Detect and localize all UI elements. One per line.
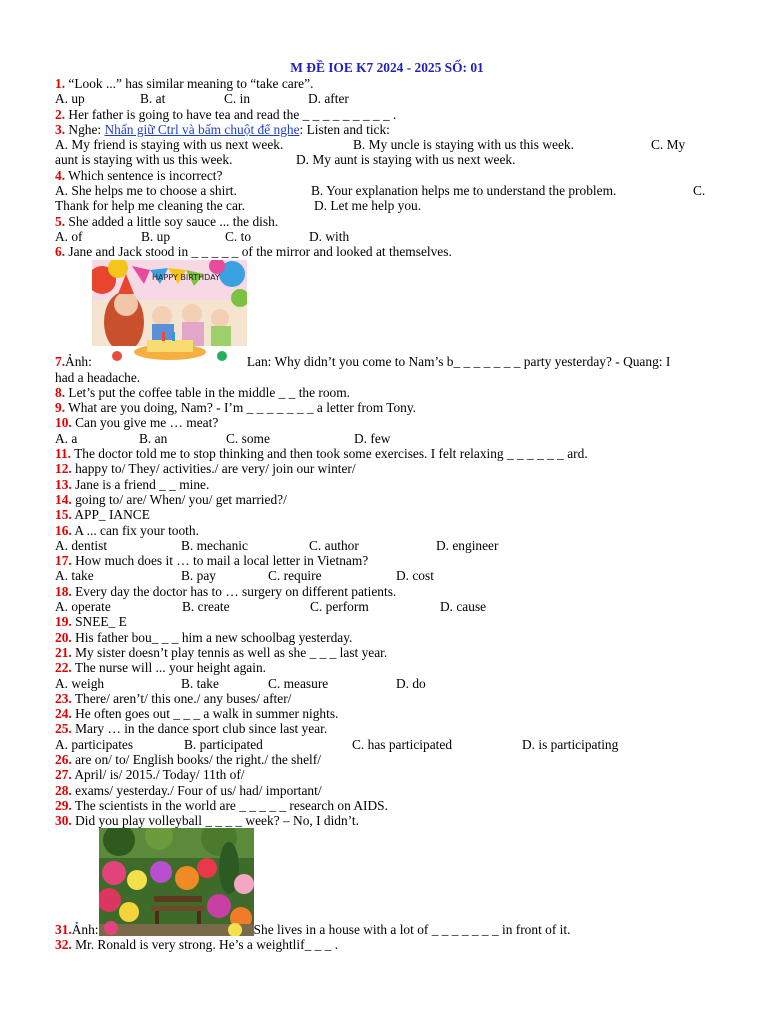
option-b: B. at <box>140 91 166 107</box>
question-text: The doctor told me to stop thinking and then took some exercises. I felt relaxing _ _ _ _ _ _ ard. <box>71 446 588 462</box>
question-number: 10. <box>55 415 72 431</box>
question-2 <box>55 107 715 122</box>
worksheet <box>55 60 715 953</box>
question-number: 11. <box>55 446 71 462</box>
question-text: exams/ yesterday./ Four of us/ had/ important/ <box>71 782 322 798</box>
flower-garden-image <box>99 828 254 936</box>
options-3b <box>55 152 715 167</box>
birthday-party-image <box>92 260 247 369</box>
option-c: C. <box>693 183 706 199</box>
option-d: D. after <box>308 91 349 107</box>
option-c: C. some <box>226 430 270 446</box>
option-a: A. of <box>55 228 83 244</box>
question-21 <box>55 645 715 660</box>
option-a: A. She helps me to choose a shirt. <box>55 183 237 199</box>
options-16 <box>55 538 715 553</box>
option-c: C. require <box>268 568 322 584</box>
options-10 <box>55 431 715 446</box>
question-number: 23. <box>55 690 72 706</box>
option-b: B. mechanic <box>181 537 248 553</box>
question-number: 12. <box>55 461 72 477</box>
question-text: There/ aren’t/ this one./ any buses/ after/ <box>71 690 292 706</box>
question-text: Every day the doctor has to … surgery on different patients. <box>71 583 397 599</box>
question-text: : Listen and tick: <box>299 121 390 137</box>
question-text: A ... can fix your tooth. <box>71 522 199 538</box>
question-number: 1. <box>55 76 66 91</box>
question-text: Lan: Why didn’t you come to Nam’s b_ _ _ _ _ _ _ party yesterday? - Quang: I <box>246 354 671 370</box>
listen-link[interactable]: Nhấn giữ Ctrl và bấm chuột để nghe <box>104 121 300 137</box>
option-a: A. take <box>55 568 94 584</box>
option-b: B. pay <box>181 568 216 584</box>
question-12 <box>55 461 715 476</box>
option-a: A. participates <box>55 736 134 752</box>
banner-text: HAPPY BIRTHDAY <box>151 272 220 282</box>
question-3 <box>55 122 715 137</box>
question-number: 9. <box>55 400 66 416</box>
question-prefix: Ảnh: <box>65 354 92 370</box>
question-10 <box>55 415 715 430</box>
question-32 <box>55 937 715 952</box>
question-text: My sister doesn’t play tennis as well as she _ _ _ last year. <box>71 644 388 660</box>
question-text: Which sentence is incorrect? <box>65 167 223 183</box>
question-14 <box>55 492 715 507</box>
option-a: A. up <box>55 91 85 107</box>
options-4b <box>55 198 715 213</box>
option-d: D. with <box>309 228 350 244</box>
question-text: Jane is a friend _ _ mine. <box>71 476 210 492</box>
option-d: D. engineer <box>436 537 499 553</box>
options-18 <box>55 599 715 614</box>
question-11 <box>55 446 715 461</box>
question-text: APP_ IANCE <box>71 507 150 523</box>
question-text: Can you give me … meat? <box>71 415 219 431</box>
option-d: D. Let me help you. <box>314 198 422 214</box>
option-d: D. do <box>396 675 426 691</box>
options-5 <box>55 229 715 244</box>
question-number: 8. <box>55 384 66 400</box>
question-4 <box>55 168 715 183</box>
option-d: D. My aunt is staying with us next week. <box>296 152 516 168</box>
question-text: She lives in a house with a lot of _ _ _ _ _ _ _ in front of it. <box>253 922 571 938</box>
question-number: 6. <box>55 244 66 260</box>
option-c: C. in <box>224 91 251 107</box>
option-c: C. measure <box>268 675 329 691</box>
option-c: C. My <box>651 137 686 153</box>
option-a: A. My friend is staying with us next week. <box>55 137 284 153</box>
options-22 <box>55 676 715 691</box>
question-30 <box>55 813 715 828</box>
question-text: The nurse will ... your height again. <box>71 660 266 676</box>
option-a: A. weigh <box>55 675 105 691</box>
question-16 <box>55 523 715 538</box>
question-text: SNEE_ E <box>71 614 127 630</box>
question-17 <box>55 553 715 568</box>
option-d: D. cause <box>440 599 487 615</box>
question-18 <box>55 584 715 599</box>
question-number: 32. <box>55 937 72 953</box>
options-4 <box>55 183 715 198</box>
options-25 <box>55 737 715 752</box>
question-number: 7. <box>55 354 66 370</box>
option-c: C. author <box>309 537 359 553</box>
option-d: D. few <box>354 430 391 446</box>
question-number: 21. <box>55 644 72 660</box>
question-8 <box>55 385 715 400</box>
question-text: are on/ to/ English books/ the right./ the shelf/ <box>71 751 321 767</box>
question-number: 5. <box>55 213 66 229</box>
question-26 <box>55 752 715 767</box>
question-number: 26. <box>55 751 72 767</box>
question-number: 24. <box>55 706 72 722</box>
question-number: 15. <box>55 507 72 523</box>
question-number: 3. <box>55 121 66 137</box>
question-28 <box>55 783 715 798</box>
question-prefix: Ảnh: <box>71 922 99 938</box>
question-number: 2. <box>55 106 66 122</box>
question-number: 22. <box>55 660 72 676</box>
option-c: C. has participated <box>352 736 453 752</box>
question-text: Jane and Jack stood in _ _ _ _ _ of the mirror and looked at themselves. <box>65 244 452 260</box>
question-text: Did you play volleyball _ _ _ _ week? – No, I didn’t. <box>71 813 359 829</box>
question-text: She added a little soy sauce ... the dish. <box>65 213 279 229</box>
question-text: How much does it … to mail a local letter in Vietnam? <box>71 553 369 569</box>
question-prefix: Nghe: <box>65 121 105 137</box>
question-6 <box>55 244 715 259</box>
question-text: happy to/ They/ activities./ are very/ join our winter/ <box>71 461 356 477</box>
option-c-cont: aunt is staying with us this week. <box>55 152 233 168</box>
question-text: The scientists in the world are _ _ _ _ _ research on AIDS. <box>71 797 388 813</box>
question-13 <box>55 477 715 492</box>
options-1 <box>55 91 715 106</box>
option-d: D. is participating <box>522 736 619 752</box>
question-23 <box>55 691 715 706</box>
option-b: B. My uncle is staying with us this week. <box>353 137 574 153</box>
question-number: 27. <box>55 767 72 783</box>
question-text: His father bou_ _ _ him a new schoolbag yesterday. <box>71 629 353 645</box>
question-text: “Look ...” has similar meaning to “take care”. <box>65 76 314 91</box>
question-19 <box>55 614 715 629</box>
option-c-cont: Thank for help me cleaning the car. <box>55 198 245 214</box>
option-a: A. a <box>55 430 78 446</box>
question-20 <box>55 630 715 645</box>
question-text: Let’s put the coffee table in the middle _ _ the room. <box>65 384 351 400</box>
question-24 <box>55 706 715 721</box>
options-3 <box>55 137 715 152</box>
question-number: 16. <box>55 522 72 538</box>
question-number: 17. <box>55 553 72 569</box>
question-5 <box>55 214 715 229</box>
question-25 <box>55 721 715 736</box>
option-b: B. take <box>181 675 219 691</box>
question-text: He often goes out _ _ _ a walk in summer nights. <box>71 706 339 722</box>
question-number: 30. <box>55 813 72 829</box>
question-31 <box>55 828 715 937</box>
question-text-cont: had a headache. <box>55 369 141 385</box>
question-text: Mary … in the dance sport club since last year. <box>71 721 328 737</box>
question-text: April/ is/ 2015./ Today/ 11th of/ <box>71 767 245 783</box>
question-text: What are you doing, Nam? - I’m _ _ _ _ _ _ _ a letter from Tony. <box>65 400 417 416</box>
question-9 <box>55 400 715 415</box>
options-17 <box>55 568 715 583</box>
question-number: 31. <box>55 922 72 938</box>
option-c: C. to <box>225 228 252 244</box>
question-number: 28. <box>55 782 72 798</box>
page-title: M ĐỀ IOE K7 2024 - 2025 SỐ: 01 <box>290 60 484 75</box>
question-number: 18. <box>55 583 72 599</box>
question-text: Mr. Ronald is very strong. He’s a weightlif_ _ _ . <box>71 937 339 953</box>
option-b: B. Your explanation helps me to understand the problem. <box>311 183 617 199</box>
question-27 <box>55 767 715 782</box>
option-b: B. an <box>139 430 168 446</box>
question-29 <box>55 798 715 813</box>
question-text: going to/ are/ When/ you/ get married?/ <box>71 491 287 507</box>
question-number: 14. <box>55 491 72 507</box>
option-b: B. participated <box>184 736 263 752</box>
option-b: B. up <box>141 228 171 244</box>
option-b: B. create <box>182 599 230 615</box>
option-a: A. operate <box>55 599 111 615</box>
option-d: D. cost <box>396 568 434 584</box>
question-number: 4. <box>55 167 66 183</box>
option-c: C. perform <box>310 599 369 615</box>
question-number: 29. <box>55 797 72 813</box>
question-1 <box>55 76 715 91</box>
option-a: A. dentist <box>55 537 108 553</box>
question-number: 13. <box>55 476 72 492</box>
question-number: 19. <box>55 614 72 630</box>
question-text: Her father is going to have tea and read the _ _ _ _ _ _ _ _ _ . <box>65 106 397 122</box>
question-7 <box>55 260 715 370</box>
question-22 <box>55 660 715 675</box>
question-number: 25. <box>55 721 72 737</box>
question-number: 20. <box>55 629 72 645</box>
question-15 <box>55 507 715 522</box>
